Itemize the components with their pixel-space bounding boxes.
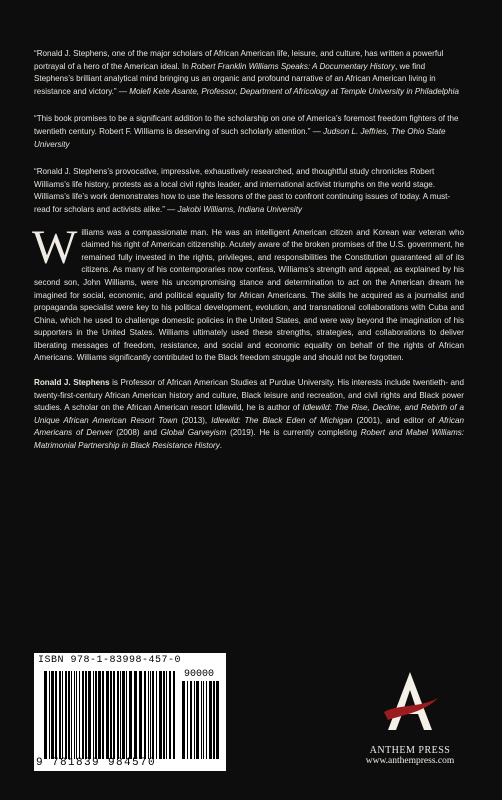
isbn-barcode xyxy=(34,653,226,771)
publisher-url: www.anthempress.com xyxy=(365,756,455,766)
blurb-text: “Ronald J. Stephens’s provocative, impressive, exhaustively researched, and thoughtful study chronicles Robert Williams’s life history, protests as a local civil rights leader, and international activist triumphs on the world stage. Williams’s life’s work demonstrates how to use the lessons of the past to confront continuing issues of today. A must-read for scholars and activists alike.” — xyxy=(34,167,451,214)
blurb-asante xyxy=(34,48,464,98)
blurb-text: “This book promises to be a significant addition to the scholarship on one of America’s foremost freedom fighters of the twentieth century. Robert F. Williams is deserving of such scholarly attention.” — xyxy=(34,114,459,136)
price-code: 90000 xyxy=(184,669,215,680)
publisher-name: ANTHEM PRESS xyxy=(369,745,451,756)
blurb-jeffries xyxy=(34,113,464,151)
anthem-logo-icon xyxy=(380,668,440,738)
book-title: Robert Franklin Williams Speaks: A Documentary History xyxy=(191,61,396,71)
bio-text: (2013), xyxy=(177,415,212,425)
book-title: Global Garveyism xyxy=(160,428,227,438)
blurb-attribution: Judson L. Jeffries, The Ohio State University xyxy=(34,126,446,149)
book-title: Idlewild: The Rise, Decline, and Rebirth of a Unique African American Resort Town xyxy=(34,403,464,425)
bio-text: (2019). He is currently completing xyxy=(226,428,361,438)
bio-text: is Professor of African American Studies at Purdue University. His interests include twentieth- and twenty-first-century African American history and culture, Black leisure and recreation, and civil rights and Black power studies. A scholar on the African American resort Idlewild, he is author of xyxy=(34,378,464,413)
blurb-attribution: Jakobi Williams, Indiana University xyxy=(177,204,303,214)
book-description xyxy=(32,220,464,366)
author-name: Ronald J. Stephens xyxy=(34,378,110,388)
description-text: illiams was a compassionate man. He was an intelligent American citizen and Korean war veteran who claimed his right of American citizenship. Acutely aware of the broken promises of the U.S. government, he remained fully invested in the rights, privileges, and responsibilities the Constitution guaranteed all of its citizens. As many of his contemporaries now confess, Williams’s strength and appeal, as explained by his second son, John Williams, were his uncompromising stance and determination to act on the American dream he imagined for social, economic, and political equality for African Americans. The skills he acquired as a journalist and propaganda specialist were key to his political development, evolution, and transnational collaborations with Cuba and China, which he used to challenge domestic policies in the United States, and were way beyond the imagination of his supporters in the United States. Williams ultimately used these strengths, strategies, and collaborations to deliver liberating messages of freedom, resistance, and social and economic equality on behalf of the rights of African Americans. Williams significantly contributed to the Black freedom struggle and should not be forgotten. xyxy=(34,227,464,363)
barcode-bars xyxy=(44,671,176,759)
drop-cap: W xyxy=(32,220,78,274)
bio-text: (2001), and editor of xyxy=(352,415,439,425)
blurb-text: , we find Stephens’s brilliant analytical mind bringing us an organic and profound narrative of an African American living in resistance and victory.” — xyxy=(34,61,436,96)
book-title: Robert and Mabel Williams: Matrimonial Partnership in Black Resistance History xyxy=(34,428,464,451)
isbn-number: ISBN 978-1-83998-457-0 xyxy=(38,655,182,666)
blurb-williams xyxy=(34,166,464,216)
blurb-attribution: Molefi Kete Asante, Professor, Department of Africology at Temple University in Philadelphia xyxy=(129,86,459,96)
bio-text: (2008) and xyxy=(112,428,161,438)
ean-number: 9 781839 984570 xyxy=(36,757,157,769)
price-barcode-bars xyxy=(182,681,220,759)
author-bio xyxy=(34,377,464,453)
bio-text: . xyxy=(219,441,223,451)
blurb-text: “Ronald J. Stephens, one of the major scholars of African American life, leisure, and culture, has written a powerful portrayal of a hero of the American ideal. In xyxy=(34,49,444,71)
back-cover-text xyxy=(34,48,464,453)
book-title: African Americans of Denver xyxy=(34,415,464,438)
publisher-block xyxy=(350,668,470,766)
book-title: Idlewild: The Black Eden of Michigan xyxy=(211,415,353,425)
